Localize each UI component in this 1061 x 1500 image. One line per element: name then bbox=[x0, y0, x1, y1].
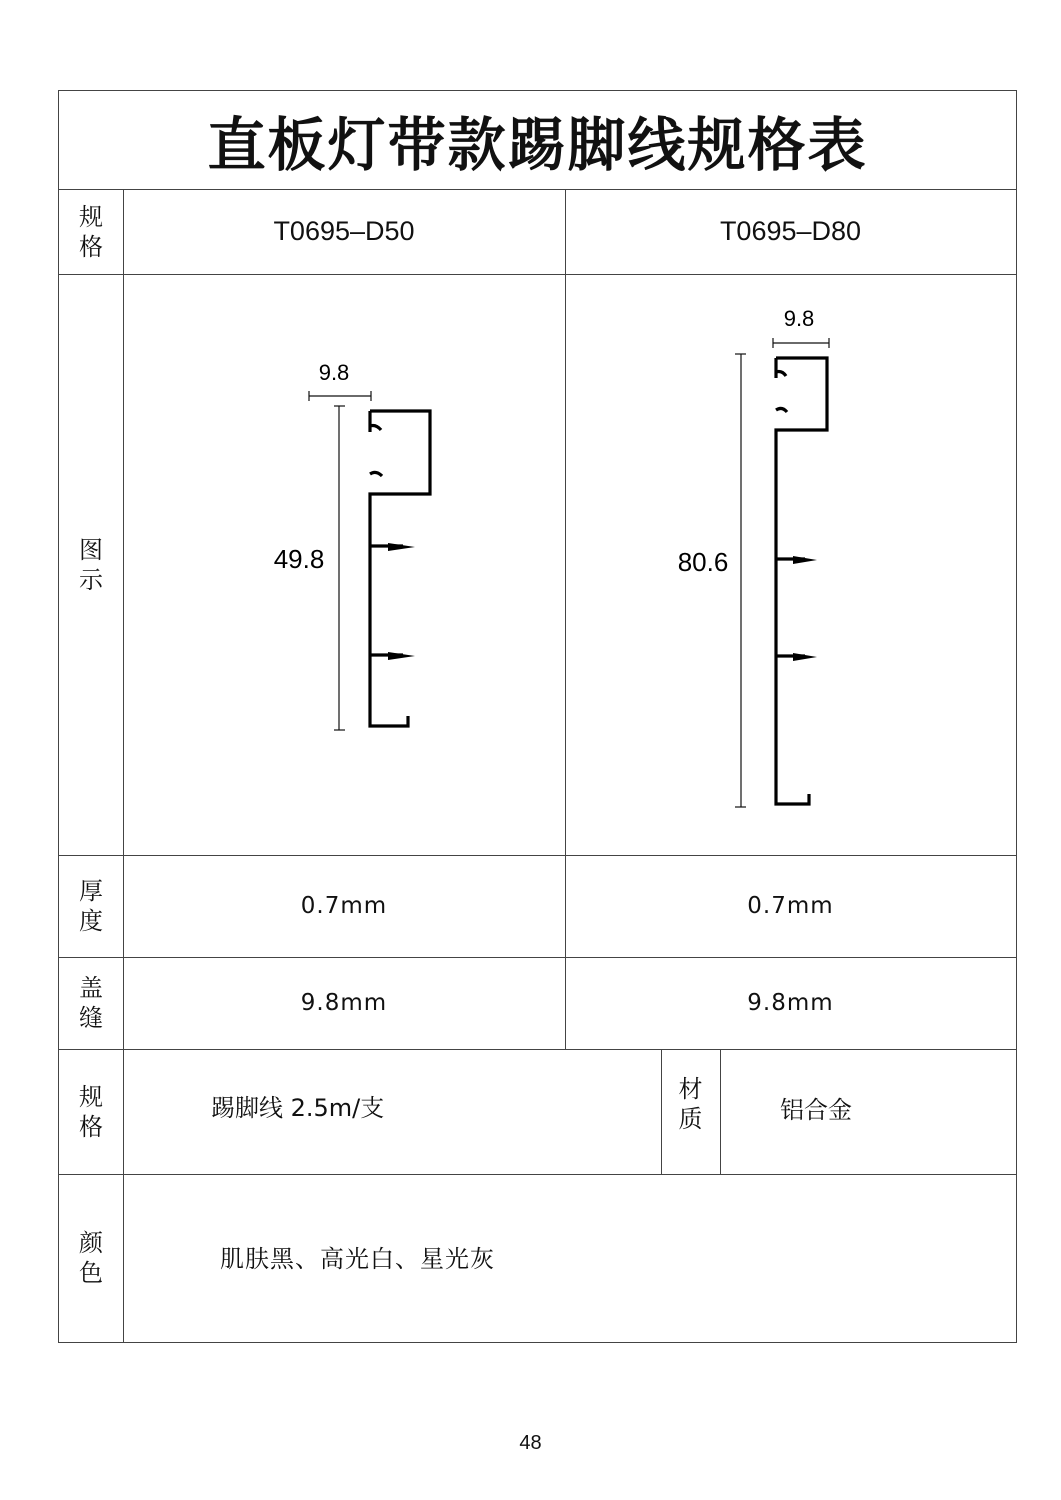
label-char: 色 bbox=[79, 1259, 103, 1287]
label-cover-gap bbox=[59, 957, 123, 1049]
label-color bbox=[59, 1174, 123, 1342]
label-char: 示 bbox=[79, 565, 103, 594]
width-label: 9.8 bbox=[783, 306, 815, 331]
label-char: 质 bbox=[678, 1105, 703, 1133]
spec-table bbox=[58, 90, 1017, 1343]
model-d80: T0695–D80 bbox=[719, 216, 862, 246]
label-char: 度 bbox=[79, 907, 103, 935]
label-char: 格 bbox=[79, 232, 103, 261]
material-value: 铝合金 bbox=[780, 1095, 852, 1124]
label-char: 规 bbox=[79, 202, 103, 231]
label-char: 材 bbox=[678, 1075, 703, 1103]
label-char: 规 bbox=[79, 1082, 103, 1111]
label-spec bbox=[59, 189, 123, 274]
diagram-d80 bbox=[565, 274, 1016, 855]
width-label: 9.8 bbox=[318, 360, 350, 385]
cover-gap-d80: 9.8mm bbox=[747, 990, 834, 1016]
clip-fin bbox=[793, 556, 817, 564]
clip-fin bbox=[388, 652, 415, 660]
label-char: 缝 bbox=[79, 1004, 103, 1032]
thickness-d50: 0.7mm bbox=[300, 893, 388, 919]
diagram-d50 bbox=[123, 274, 565, 855]
page-number: 48 bbox=[519, 1432, 542, 1454]
label-char: 格 bbox=[79, 1112, 103, 1141]
label-thickness bbox=[59, 855, 123, 957]
height-label: 80.6 bbox=[677, 547, 729, 577]
cover-gap-d50: 9.8mm bbox=[300, 990, 388, 1016]
thickness-d80: 0.7mm bbox=[747, 893, 834, 919]
page-title: 直板灯带款踢脚线规格表 bbox=[207, 111, 868, 179]
label-char: 盖 bbox=[79, 974, 103, 1002]
spec-length-value: 踢脚线 2.5m/支 bbox=[211, 1093, 385, 1122]
label-char: 厚 bbox=[79, 877, 103, 905]
label-spec-length bbox=[59, 1049, 123, 1174]
label-diagram bbox=[59, 274, 123, 855]
label-char: 图 bbox=[79, 535, 103, 564]
profile-outline bbox=[776, 358, 827, 804]
height-label: 49.8 bbox=[273, 544, 325, 574]
model-d50: T0695–D50 bbox=[273, 216, 415, 246]
label-char: 颜 bbox=[79, 1229, 103, 1257]
profile-d50-drawing bbox=[123, 274, 565, 855]
profile-outline bbox=[370, 411, 430, 726]
clip-fin bbox=[388, 543, 415, 551]
label-material bbox=[661, 1049, 720, 1159]
color-value-text: 肌肤黑、高光白、星光灰 bbox=[220, 1245, 495, 1273]
profile-d80-drawing bbox=[565, 274, 1016, 855]
clip-fin bbox=[793, 653, 817, 661]
